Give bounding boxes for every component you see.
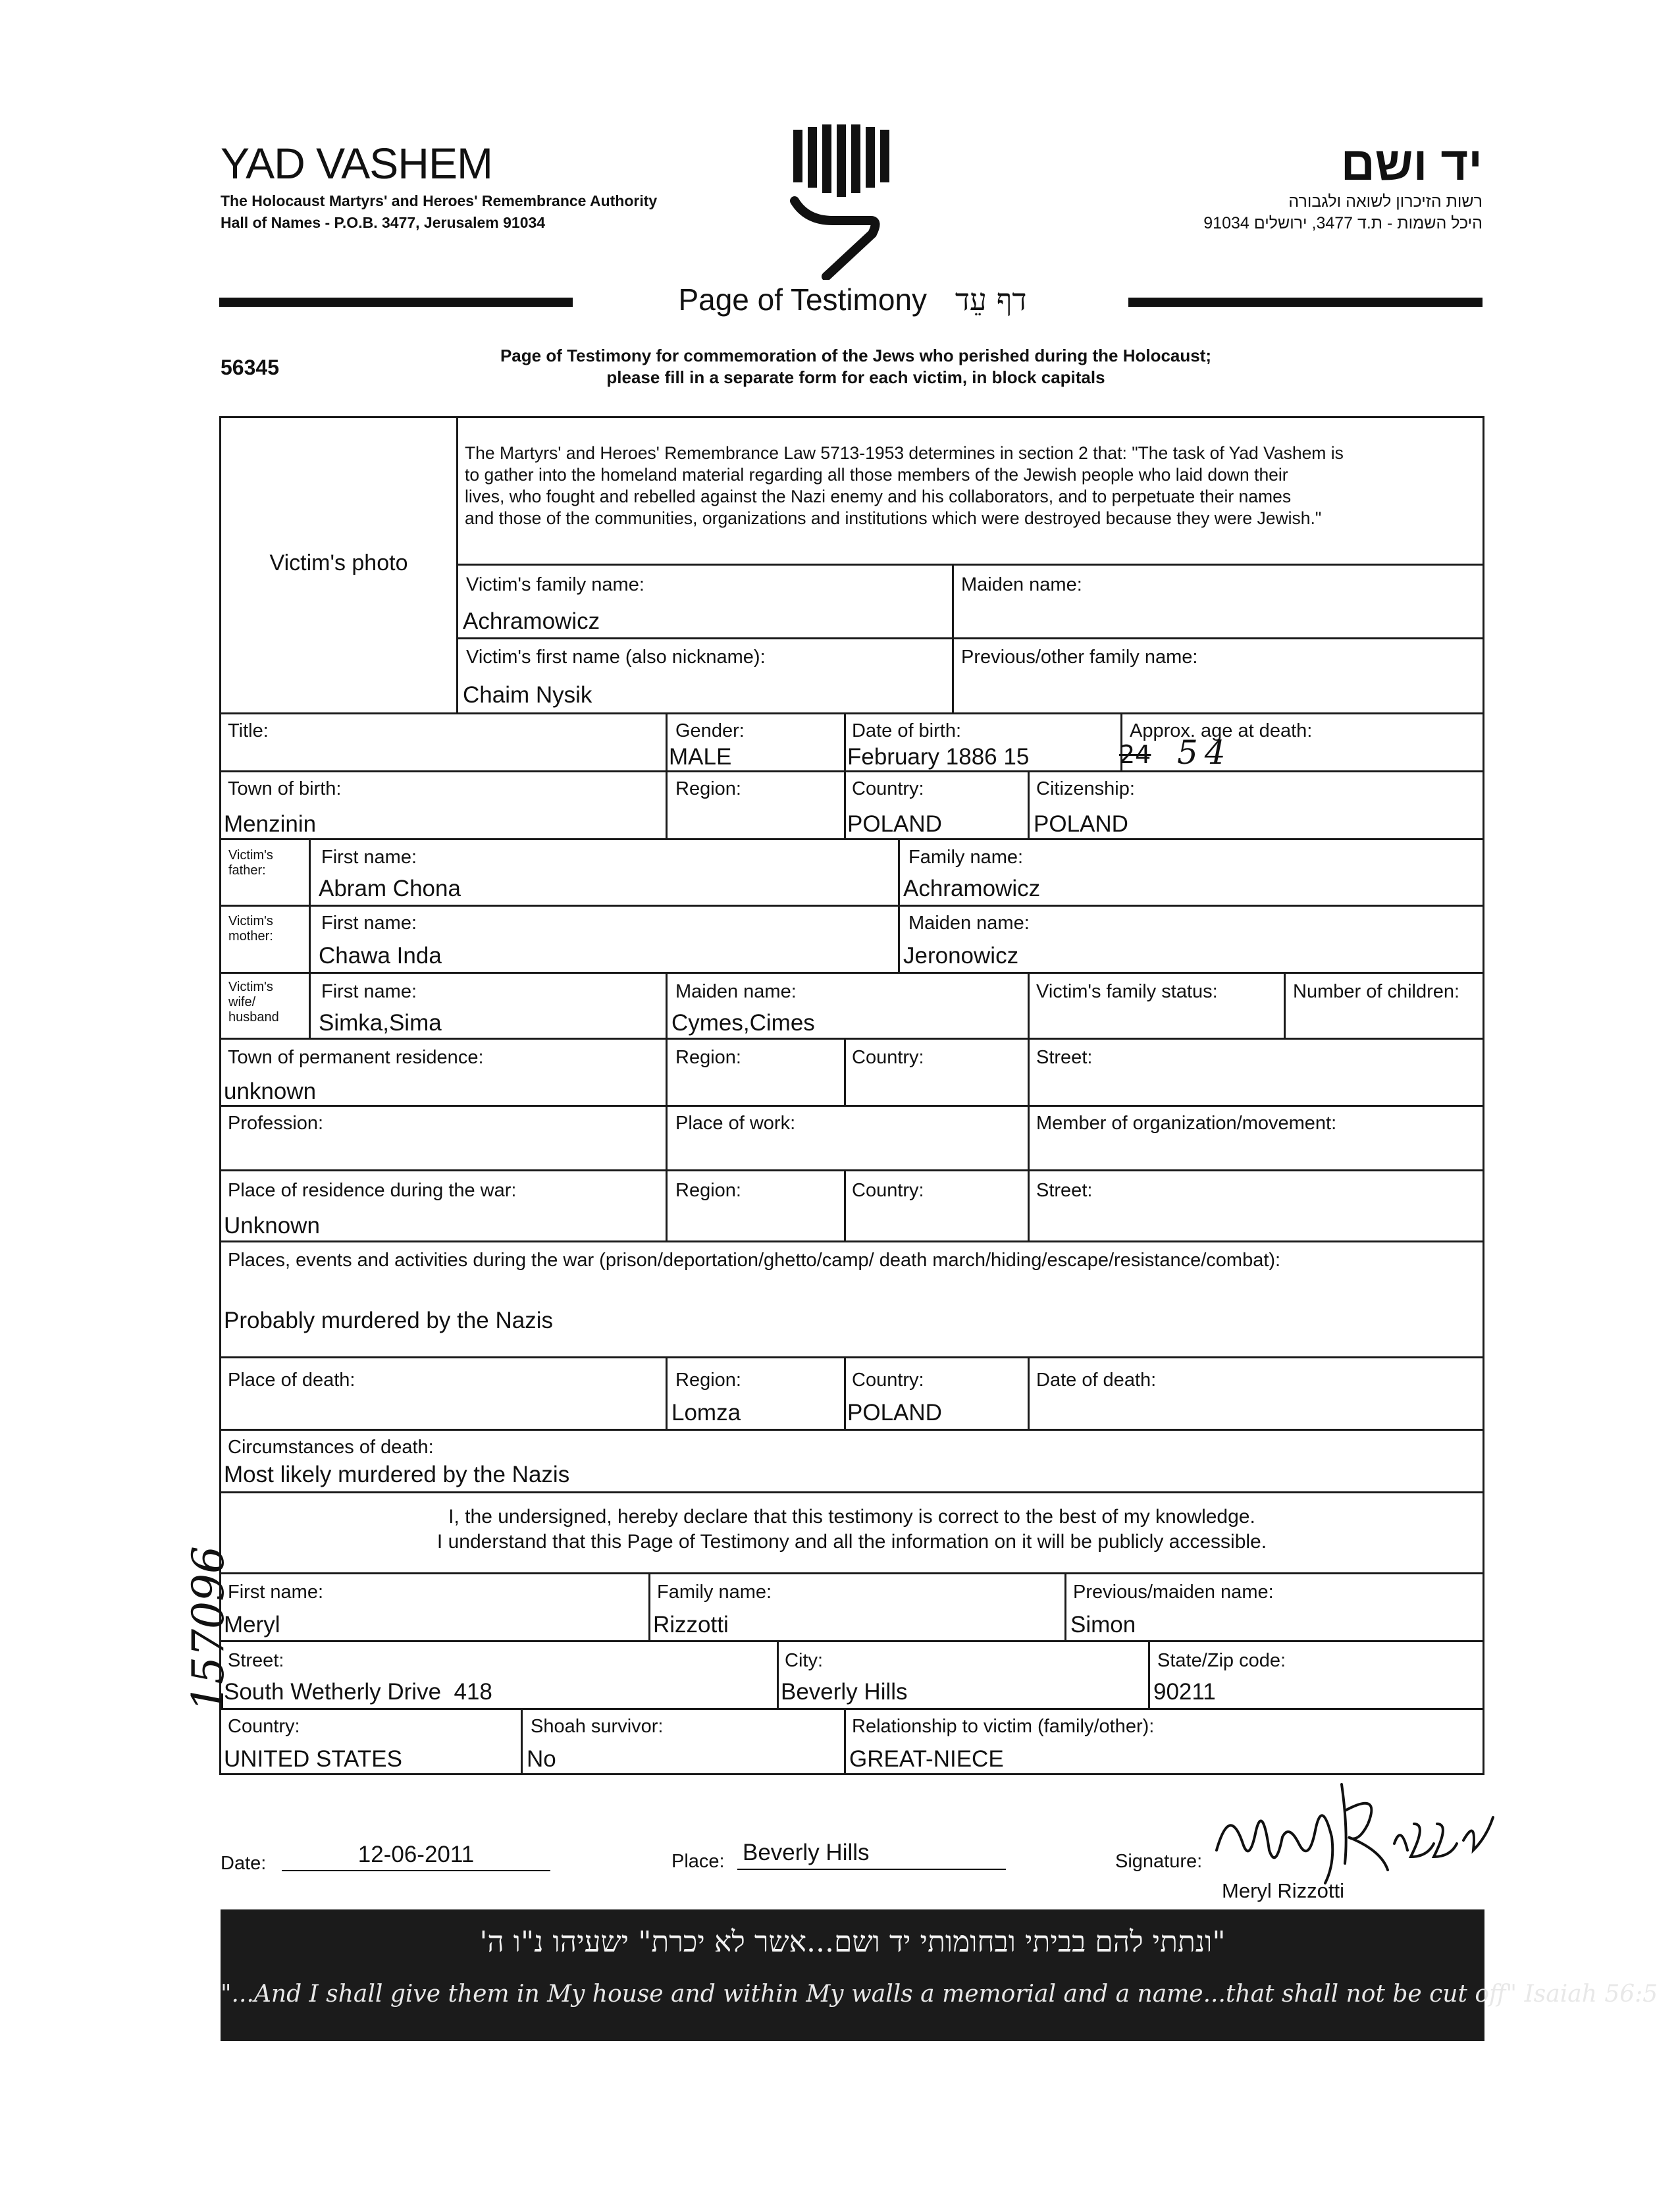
death-country-label: Country: [852,1370,924,1391]
submitter-state-zip-label: State/Zip code: [1157,1650,1286,1671]
submitter-city-value: Beverly Hills [781,1679,908,1705]
title-label: Title: [228,720,269,741]
citizenship-label: Citizenship: [1036,778,1135,799]
submitter-country-label: Country: [228,1716,300,1737]
place-of-death-label: Place of death: [228,1370,355,1391]
submitter-state-zip-value: 90211 [1153,1679,1216,1705]
form-title [592,282,1113,317]
spouse-role-line-3: husband [228,1010,279,1025]
declaration-line-1: I, the undersigned, hereby declare that this testimony is correct to the best of my knowledge. [448,1506,1255,1528]
war-places-value: Probably murdered by the Nazis [224,1308,553,1333]
mother-first-name-value: Chawa Inda [319,943,442,969]
war-residence-label: Place of residence during the war: [228,1180,517,1201]
death-country-value: POLAND [847,1400,942,1426]
spouse-role-line-2: wife/ [228,995,256,1009]
war-street-label: Street: [1036,1180,1093,1201]
place-label: Place: [671,1851,725,1872]
mother-role-label [228,914,273,944]
handwritten-signature [1210,1771,1500,1896]
hebrew-org-address: היכל השמות - ת.ד 3477, ירושלים 91034 [1203,214,1483,232]
date-underline [282,1870,550,1871]
father-role-line-2: father: [228,863,266,878]
spouse-first-name-label: First name: [321,981,417,1002]
family-status-label: Victim's family status: [1036,981,1218,1002]
age-struck-value: 24 [1119,740,1151,769]
yad-vashem-logo [787,122,892,280]
citizenship-value: POLAND [1034,811,1128,837]
organization-member-label: Member of organization/movement: [1036,1113,1337,1134]
org-subtitle: The Holocaust Martyrs' and Heroes' Remembrance Authority [221,192,658,209]
spouse-role-line-1: Victim's [228,980,273,994]
number-of-children-label: Number of children: [1293,981,1460,1002]
mother-maiden-name-label: Maiden name: [908,913,1030,934]
law-text-line-1: The Martyrs' and Heroes' Remembrance Law 5713-1953 determines in section 2 that: "The task of Yad Vashem is [465,443,1344,463]
age-value: 54 [1177,733,1232,772]
birth-country-value: POLAND [847,811,942,837]
submitter-prev-name-label: Previous/maiden name: [1073,1582,1274,1603]
place-underline [737,1869,1006,1870]
previous-family-name-label: Previous/other family name: [961,647,1198,668]
submitter-first-name-value: Meryl [224,1612,280,1638]
hebrew-org-name: יד ושם [1340,138,1483,190]
title-bar-left [219,298,573,307]
father-family-name-value: Achramowicz [903,876,1041,901]
birth-region-label: Region: [675,778,741,799]
circumstances-label: Circumstances of death: [228,1437,434,1458]
permanent-residence-value: unknown [224,1079,317,1104]
relationship-label: Relationship to victim (family/other): [852,1716,1155,1737]
mother-role-line-2: mother: [228,929,273,944]
signature-printed-name: Meryl Rizzotti [1222,1879,1345,1902]
date-of-birth-value: February 1886 15 [847,744,1030,770]
org-address: Hall of Names - P.O.B. 3477, Jerusalem 91034 [221,214,546,231]
law-text [465,442,1476,529]
title-bar-right [1128,298,1483,307]
death-region-label: Region: [675,1370,741,1391]
submitter-city-label: City: [785,1650,823,1671]
victim-first-name-label: Victim's first name (also nickname): [466,647,766,668]
birth-country-label: Country: [852,778,924,799]
town-of-birth-label: Town of birth: [228,778,342,799]
approx-age-label: Approx. age at death: [1130,720,1313,741]
org-name: YAD VASHEM [221,139,492,188]
banner-english-quote: "...And I shall give them in My house and within My walls a memorial and a name...that shall not be cut off" Isaiah 56:5 [221,1981,1658,2008]
father-role-label [228,848,273,878]
form-title-english: Page of Testimony [678,282,928,317]
father-first-name-value: Abram Chona [319,876,461,901]
date-of-death-label: Date of death: [1036,1370,1157,1391]
mother-maiden-name-value: Jeronowicz [903,943,1019,969]
father-first-name-label: First name: [321,847,417,868]
law-text-line-2: to gather into the homeland material regarding all those members of the Jewish people who laid down their [465,465,1288,485]
mother-role-line-1: Victim's [228,914,273,928]
place-of-work-label: Place of work: [675,1113,796,1134]
death-region-value: Lomza [671,1400,741,1426]
father-role-line-1: Victim's [228,848,273,863]
victim-family-name-label: Victim's family name: [466,574,644,595]
shoah-survivor-label: Shoah survivor: [531,1716,664,1737]
handwritten-number: 157096 [183,1546,234,1712]
relationship-value: GREAT-NIECE [849,1746,1004,1772]
submitter-family-name-value: Rizzotti [653,1612,729,1638]
shoah-survivor-value: No [527,1746,556,1772]
spouse-role-label [228,980,279,1025]
banner-hebrew-quote: "ונתתי להם בביתי ובחומותי יד ושם...אשר לא יכרת" ישעיהו נ"ו ה' [479,1925,1226,1959]
quote-banner [221,1909,1658,2041]
declaration-line-2: I understand that this Page of Testimony and all the information on it will be publicly accessible. [436,1531,1267,1553]
instructions-line-2: please fill in a separate form for each victim, in block capitals [606,367,1105,387]
circumstances-value: Most likely murdered by the Nazis [224,1462,570,1487]
law-text-line-3: lives, who fought and rebelled against the Nazi enemy and his collaborators, and to perpetuate their names [465,487,1292,506]
war-region-label: Region: [675,1180,741,1201]
town-of-birth-value: Menzinin [224,811,317,837]
profession-label: Profession: [228,1113,324,1134]
signature-label: Signature: [1115,1851,1203,1872]
war-places-label: Places, events and activities during the war (prison/deportation/ghetto/camp/ death march/hiding/escape/resistance/combat): [228,1250,1281,1271]
instructions-line-1: Page of Testimony for commemoration of the Jews who perished during the Holocaust; [500,346,1212,365]
date-label: Date: [221,1853,267,1874]
law-text-line-4: and those of the communities, organizations and institutions which were destroyed because they were Jewish." [465,508,1322,528]
mother-first-name-label: First name: [321,913,417,934]
father-family-name-label: Family name: [908,847,1024,868]
spouse-first-name-value: Simka,Sima [319,1010,442,1036]
submitter-first-name-label: First name: [228,1582,324,1603]
residence-country-label: Country: [852,1047,924,1068]
victim-photo-label: Victim's photo [269,550,408,575]
submitter-street-label: Street: [228,1650,284,1671]
submitter-street-value: South Wetherly Drive 418 [224,1679,492,1705]
spouse-maiden-name-label: Maiden name: [675,981,797,1002]
permanent-residence-label: Town of permanent residence: [228,1047,484,1068]
submitter-family-name-label: Family name: [657,1582,772,1603]
gender-label: Gender: [675,720,745,741]
form-title-hebrew: דף עֵד [955,282,1027,317]
war-residence-value: Unknown [224,1213,320,1239]
form-number: 56345 [221,356,279,379]
maiden-name-label: Maiden name: [961,574,1082,595]
hebrew-org-subtitle: רשות הזיכרון לשואה ולגבורה [1288,192,1483,211]
date-of-birth-label: Date of birth: [852,720,962,741]
submitter-country-value: UNITED STATES [224,1746,402,1772]
spouse-maiden-name-value: Cymes,Cimes [671,1010,815,1036]
place-value: Beverly Hills [743,1840,870,1865]
submitter-prev-name-value: Simon [1070,1612,1136,1638]
victim-first-name-value: Chaim Nysik [463,682,592,708]
gender-value: MALE [669,744,732,770]
war-country-label: Country: [852,1180,924,1201]
victim-family-name-value: Achramowicz [463,608,600,634]
residence-region-label: Region: [675,1047,741,1068]
date-value: 12-06-2011 [357,1842,475,1867]
residence-street-label: Street: [1036,1047,1093,1068]
